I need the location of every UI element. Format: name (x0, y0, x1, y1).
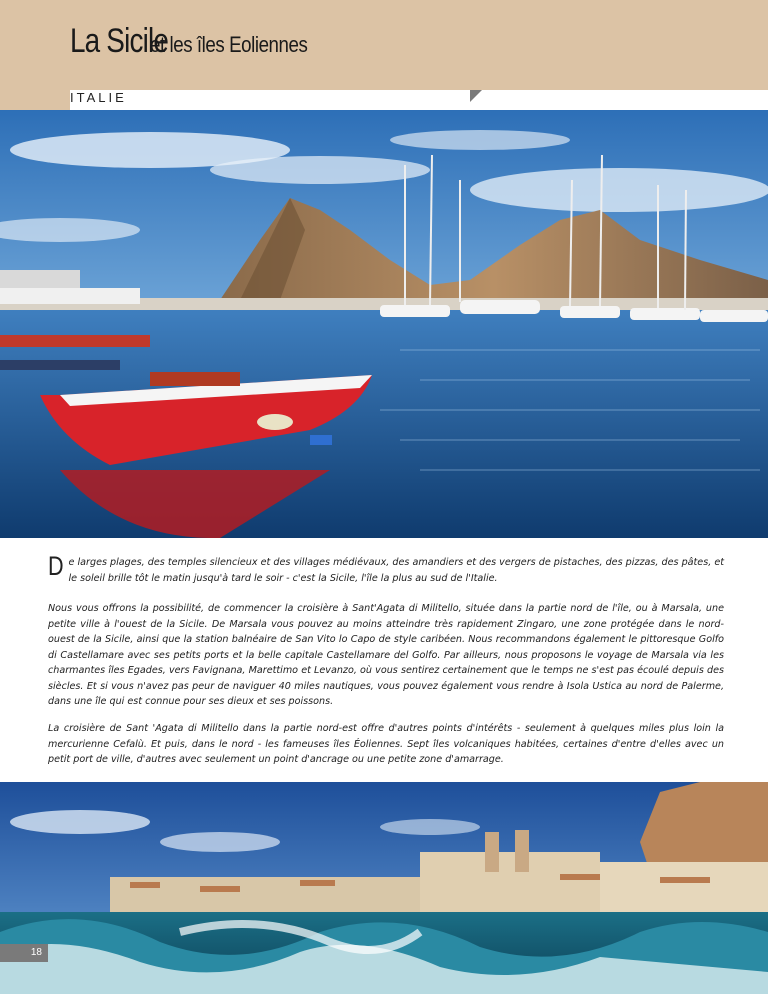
coastal-town-photo (0, 782, 768, 994)
header-left-strip (0, 70, 70, 110)
harbour-illustration (0, 110, 768, 538)
paragraph-marsala: Nous vous offrons la possibilité, de commencer la croisière à Sant'Agata di Militello, située dans la partie nord de l'île, ou à Marsala, une petite ville à l'ouest de la Sicile. De Marsala vous pouvez au moins atteindre très rapidement Zingaro, une zone protégée dans le nord-ouest de la Sicile, ainsi que la station balnéaire de San Vito lo Capo de style caribéen. Nous recommandons également le pittoresque Golfo di Castellamare avec ses petits ports et la belle capitale Castellamare del Golfo. Par ailleurs, nous proposons le voyage de Marsala via les charmantes îles Egades, vers Favignana, Marettimo et Levanzo, où vous sentirez certainement que le temps ne s'est pas écoulé depuis des siècles. Et si vous n'avez pas peur de naviguer 40 miles nautiques, vous pouvez également vous rendre à Isola Ustica au nord de Palerme, dans une île qui est connue pour ses dieux et ses poissons. (48, 603, 724, 707)
paragraph-intro (48, 551, 724, 586)
section-label: ITALIE (70, 90, 127, 105)
title-sub: et les îles Eoliennes (149, 32, 308, 57)
paragraph-eoliennes: La croisière de Sant 'Agata di Militello dans la partie nord-est offre d'autres points d'intérêts - seulement à quelques miles plus loin la mercurienne Cefalù. Et puis, dans le nord - les fameuses îles Éoliennes. Sept îles volcaniques habitées, certaines d'entre d'elles avec un petit port de ville, d'autres avec seulement un point d'ancrage ou une petite zone d'amarrage. (48, 723, 724, 765)
corner-mark (470, 90, 482, 102)
page-title (70, 22, 335, 61)
title-main: La Sicile (70, 22, 169, 60)
page-number-badge (0, 944, 48, 962)
page-number: 18 (30, 947, 42, 958)
coastal-town-illustration (0, 782, 768, 994)
paragraph-intro-text: e larges plages, des temples silencieux et des villages médiévaux, des amandiers et des vergers de pistaches, des pizzas, des pâtes, et le soleil brille tôt le matin jusqu'à tard le soir - c'est la Sicile, l'île la plus au sud de l'Italie. (68, 557, 724, 584)
harbour-photo (0, 110, 768, 538)
drop-cap: D (48, 551, 64, 581)
